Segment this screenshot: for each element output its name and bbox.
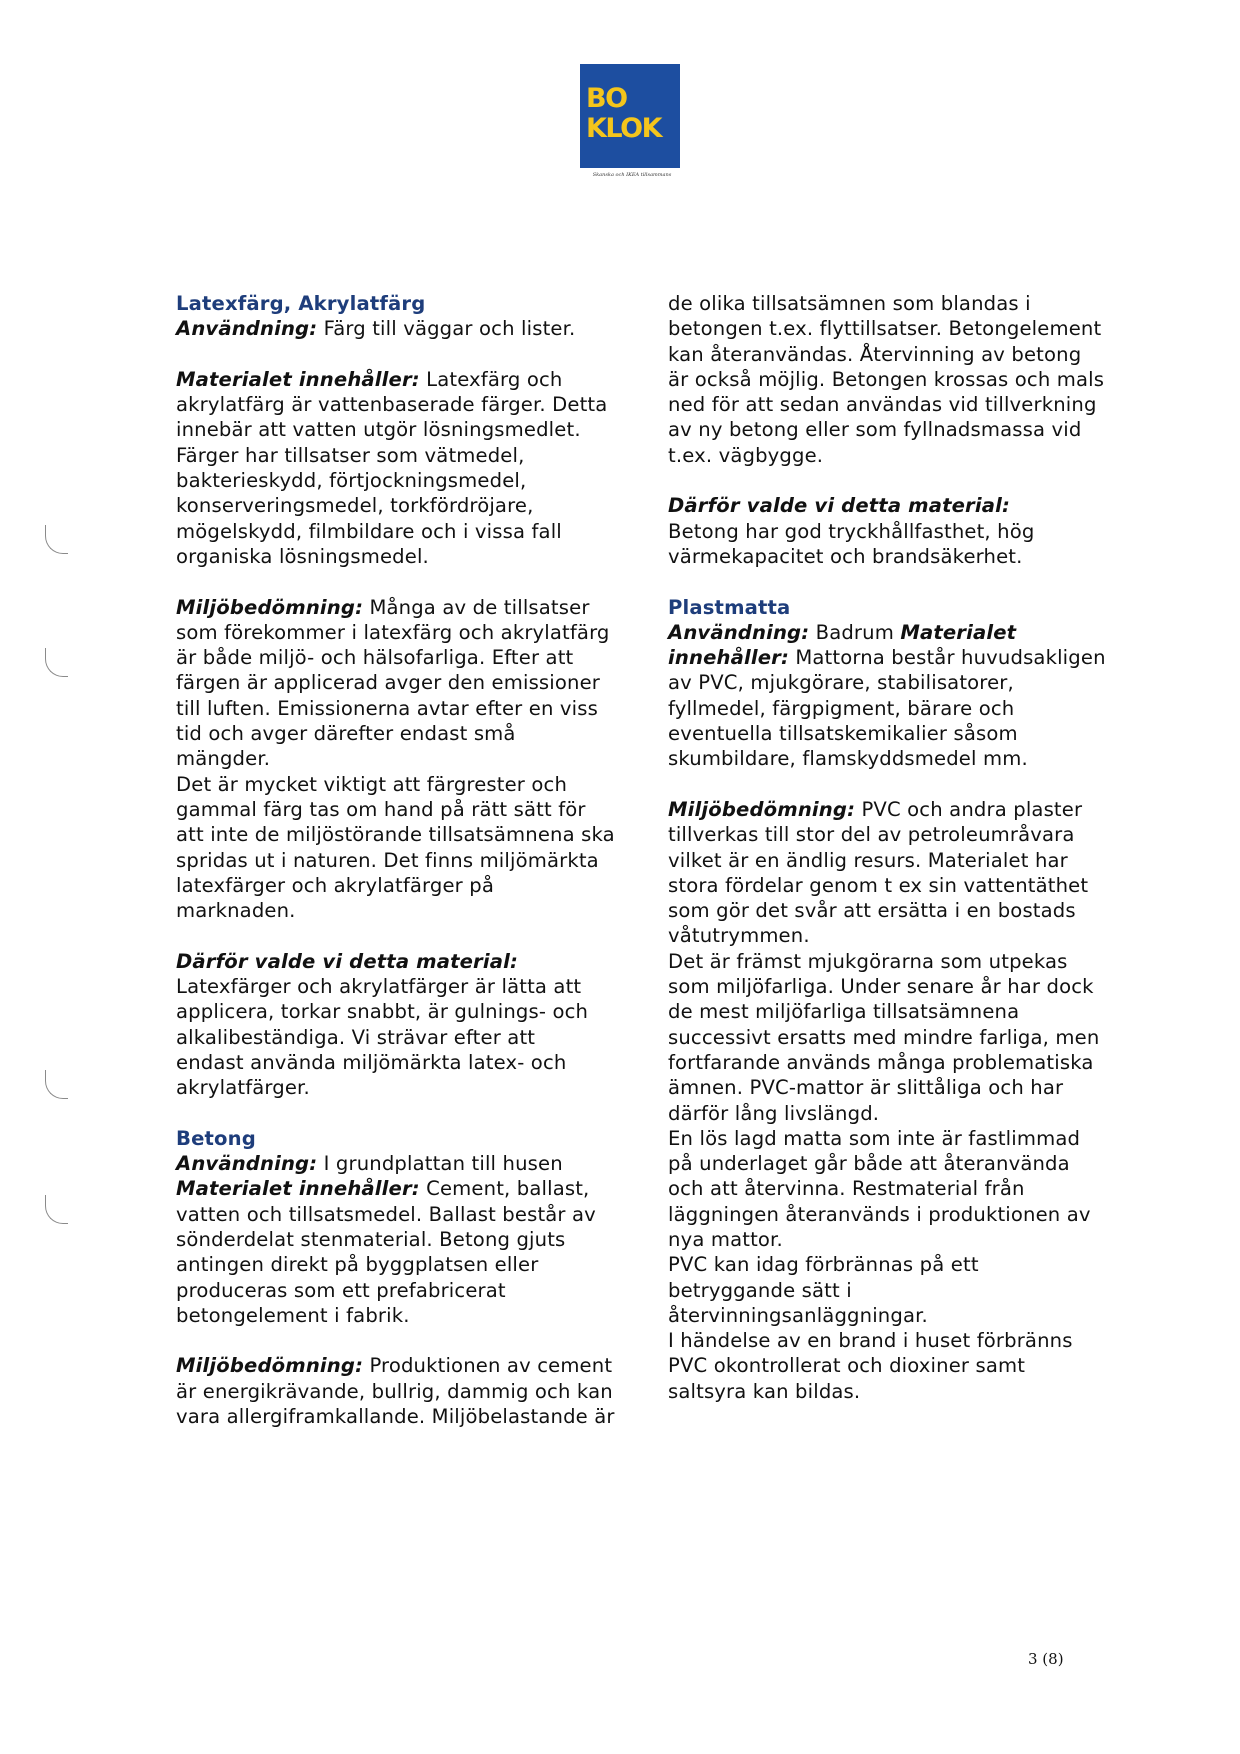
body-text: Produktionen av cement är energikrävande, bullrig, dammig och kan vara allergiframkallande. Miljöbelastande är [176,1354,615,1429]
label-materialet-innehaller: Materialet innehåller: [668,620,1017,670]
section-betong-motivation [668,493,1108,569]
logo-line-2: KLOK [586,113,662,144]
label-anvandning: Användning: [668,620,810,644]
label-anvandning: Användning: [176,1152,318,1176]
punch-hole-mark [45,1195,68,1224]
label-miljobedomning: Miljöbedömning: [176,1354,364,1378]
section-latexfarg-usage [176,291,616,342]
label-materialet-innehaller: Materialet innehåller: [176,1177,420,1201]
heading-latexfarg: Latexfärg, Akrylatfärg [176,292,426,315]
section-latexfarg-motivation [176,949,616,1101]
boklok-logo [580,64,680,168]
logo-tagline: Skanska och IKEA tillsammans [592,172,672,178]
body-text: Mattorna består huvudsakligen av PVC, mjukgörare, stabilisatorer, fyllmedel, färgpigment, bärare och eventuella tillsatskemikalier såsom skumbildare, flamskyddsmedel mm. [668,646,1106,771]
body-text: En lös lagd matta som inte är fastlimmad på underlaget går både att återanvända och att återvinna. Restmaterial från läggningen återanvänds i produktionen av nya mattor. [668,1126,1091,1251]
body-text: I grundplattan till husen [317,1152,563,1176]
punch-hole-mark [45,1070,68,1099]
body-text: Det är mycket viktigt att färgrester och gammal färg tas om hand på rätt sätt för att inte de miljöstörande tillsatsämnena ska spridas ut i naturen. Det finns miljömärkta latexfärger och akrylatfärger på marknaden. [176,772,615,923]
section-latexfarg-contents [176,367,616,569]
body-text: PVC kan idag förbrännas på ett betryggande sätt i återvinningsanläggningar. [668,1253,979,1327]
label-miljobedomning: Miljöbedömning: [176,595,364,619]
label-darfor-valde-vi: Därför valde vi detta material: [176,949,518,973]
body-text: PVC och andra plaster tillverkas till stor del av petroleumråvara vilket är en ändlig resurs. Materialet har stora fördelar genom t ex sin vattentäthet som gör det svår att ersätta i en bostads våtutrymmen. [668,797,1089,948]
body-text: Latexfärg och akrylatfärg är vattenbaserade färger. Detta innebär att vatten utgör lösningsmedlet. Färger har tillsatser som vätmedel, bakterieskydd, förtjockningsmedel, konserveringsmedel, torkfördröjare, mögelskydd, filmbildare och i vissa fall organiska lösningsmedel. [176,367,608,568]
section-plastmatta-usage [668,595,1108,772]
body-text: Badrum [809,620,901,644]
body-text: Många av de tillsatser som förekommer i latexfärg och akrylatfärg är både miljö- och hälsofarliga. Efter att färgen är applicerad avger den emissioner till luften. Emissionerna avtar efter en viss tid och avger därefter endast små mängder. [176,595,610,771]
punch-hole-mark [45,525,68,554]
body-text: Färg till väggar och lister. [317,317,576,341]
label-anvandning: Användning: [176,317,318,341]
body-text: I händelse av en brand i huset förbränns PVC okontrollerat och dioxiner samt saltsyra kan bildas. [668,1329,1073,1403]
body-text: Cement, ballast, vatten och tillsatsmedel. Ballast består av sönderdelat stenmaterial. Betong gjuts antingen direkt på byggplatsen eller produceras som ett prefabricerat betongelement i fabrik. [176,1177,596,1327]
section-betong-continued [668,291,1108,468]
body-text: endast använda miljömärkta latex- och akrylatfärger. [176,1050,567,1100]
left-column [176,291,616,1429]
section-plastmatta-miljobedomning [668,797,1108,1404]
body-text: Det är främst mjukgörarna som utpekas som miljöfarliga. Under senare år har dock de mest miljöfarliga tillsatsämnena successivt ersatts med mindre farliga, men fortfarande används många problematiska ämnen. PVC-mattor är slittåliga och har därför lång livslängd. [668,949,1100,1125]
label-darfor-valde-vi: Därför valde vi detta material: [668,494,1010,518]
section-betong-miljobedomning [176,1353,616,1429]
right-column [668,291,1108,1404]
section-latexfarg-miljobedomning [176,595,616,924]
heading-betong: Betong [176,1126,256,1150]
body-text: Betong har god tryckhållfasthet, hög värmekapacitet och brandsäkerhet. [668,519,1035,568]
punch-hole-mark [45,648,68,677]
logo-line-1: BO [586,83,627,114]
label-materialet-innehaller: Materialet innehåller: [176,367,420,391]
body-text: Latexfärger och akrylatfärger är lätta att applicera, torkar snabbt, är gulnings- och alkalibeständiga. Vi strävar efter att [176,975,589,1049]
page-number: 3 (8) [1028,1650,1064,1668]
heading-plastmatta: Plastmatta [668,595,791,619]
body-text: de olika tillsatsämnen som blandas i betongen t.ex. flyttillsatser. Betongelement kan återanvändas. Återvinning av betong är också möjlig. Betongen krossas och mals ned för att sedan användas vid tillverkning av ny betong eller som fyllnadsmassa vid t.ex. vägbygge. [668,292,1105,467]
section-betong-usage [176,1126,616,1328]
label-miljobedomning: Miljöbedömning: [668,797,856,821]
